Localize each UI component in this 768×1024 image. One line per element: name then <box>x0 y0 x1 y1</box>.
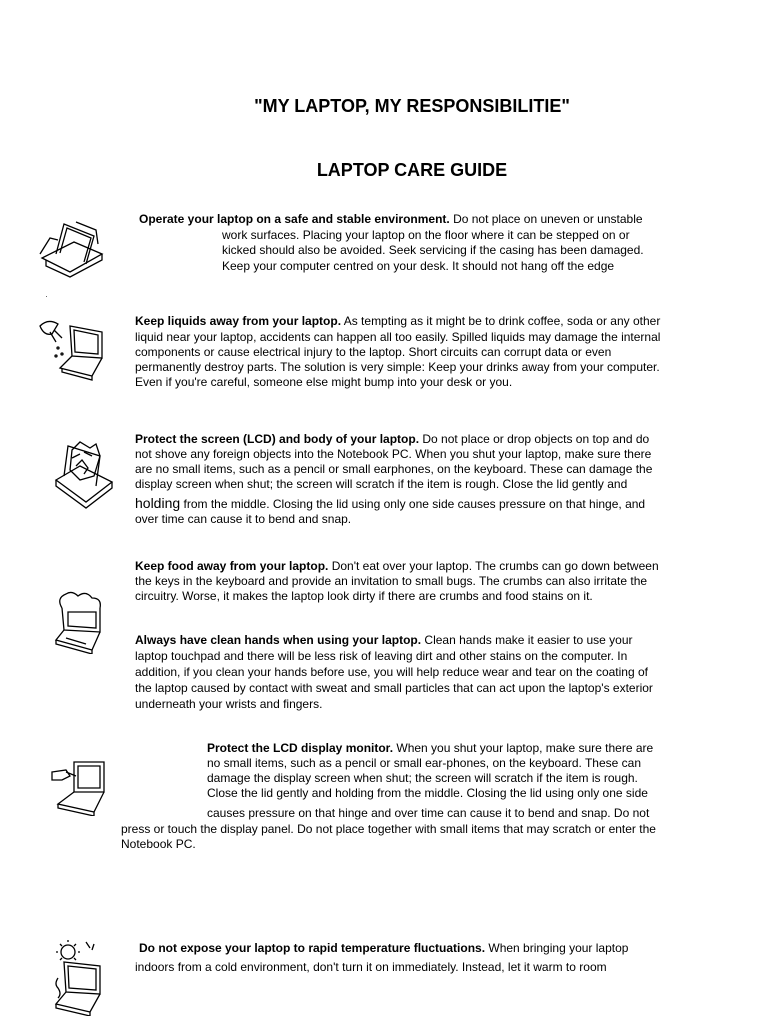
s6-line: Notebook PC. <box>121 837 196 851</box>
s6-line: causes pressure on that hinge and over time can cause it to bend and snap. Do not <box>207 806 650 820</box>
s2-line: Even if you're careful, someone else might bump into your desk or you. <box>135 375 513 389</box>
s1-line <box>139 212 643 228</box>
s5-line: the laptop caused by contact with sweat and small particles that can act upon the laptop's exterior <box>135 681 653 695</box>
s1-line: kicked should also be avoided. Seek servicing if the casing has been damaged. <box>222 243 644 257</box>
s1-line: work surfaces. Placing your laptop on the floor where it can be stepped on or <box>222 228 630 242</box>
s4-line: the keys in the keyboard and provide an invitation to small bugs. The crumbs can also irritate the <box>135 574 648 588</box>
s5-line: underneath your wrists and fingers. <box>135 697 323 711</box>
s1-text: Do not place on uneven or unstable <box>449 212 643 226</box>
s2-line <box>135 314 660 330</box>
s3-text: from the middle. Closing the lid using only one side causes pressure on that hinge, and <box>180 497 646 511</box>
s5-line: addition, if you clean your hands before use, you will help reduce wear and tear on the coating of <box>135 665 648 679</box>
s5-heading: Always have clean hands when using your laptop. <box>135 633 422 647</box>
s6-line: no small items, such as a pencil or small ear-phones, on the keyboard. These can <box>207 756 642 770</box>
s2-line: components or cause electrical injury to the laptop. Short circuits can corrupt data or even <box>135 345 612 359</box>
s3-text-large: holding <box>135 495 181 511</box>
s3-line: over time can cause it to bend and snap. <box>135 512 352 526</box>
s2-line: permanently destroy parts. The solution is very simple: Keep your drinks away from your computer. <box>135 360 660 374</box>
s4-text: Don't eat over your laptop. The crumbs can go down between <box>328 559 659 573</box>
s1-line: Keep your computer centred on your desk. It should not hang off the edge <box>222 259 615 273</box>
s3-line: not shove any foreign objects into the Notebook PC. When you shut your laptop, make sure there <box>135 447 652 461</box>
s3-line <box>135 496 645 513</box>
s7-line <box>139 941 628 957</box>
liquid-spill-icon <box>36 316 108 382</box>
s3-line <box>135 432 649 448</box>
s3-line: are no small items, such as a pencil or small earphones, on the keyboard. These can damage the <box>135 462 653 476</box>
s6-line: press or touch the display panel. Do not place together with small items that may scratch or enter the <box>121 822 656 836</box>
s2-heading: Keep liquids away from your laptop. <box>135 314 342 328</box>
s5-line <box>135 633 633 649</box>
stray-mark <box>46 296 47 297</box>
document-title: "MY LAPTOP, MY RESPONSIBILITIE" <box>254 96 570 116</box>
s1-heading: Operate your laptop on a safe and stable environment. <box>139 212 450 226</box>
s2-text: As tempting as it might be to drink coffee, soda or any other <box>341 314 661 328</box>
s6-line: Close the lid gently and holding from the middle. Closing the lid using only one side <box>207 786 648 800</box>
s7-line: indoors from a cold environment, don't turn it on immediately. Instead, let it warm to room <box>135 960 607 974</box>
s7-heading: Do not expose your laptop to rapid temperature fluctuations. <box>139 941 486 955</box>
s6-line: damage the display screen when shut; the screen will scratch if the item is rough. <box>207 771 638 785</box>
s3-text: Do not place or drop objects on top and do <box>419 432 650 446</box>
s5-text: Clean hands make it easier to use your <box>421 633 633 647</box>
s4-heading: Keep food away from your laptop. <box>135 559 329 573</box>
s5-line: laptop touchpad and there will be less risk of leaving dirt and other stains on the computer. In <box>135 649 628 663</box>
temperature-icon <box>50 938 106 1016</box>
food-crumbs-icon <box>52 590 108 654</box>
s7-text: When bringing your laptop <box>485 941 629 955</box>
document-subtitle: LAPTOP CARE GUIDE <box>316 160 508 180</box>
s4-line <box>135 559 659 575</box>
s6-line <box>207 741 653 757</box>
lcd-monitor-icon <box>48 756 108 816</box>
s3-line: display screen when shut; the screen will scratch if the item is rough. Close the lid gently and <box>135 477 628 491</box>
s4-line: circuitry. Worse, it makes the laptop look dirty if there are crumbs and food stains on it. <box>135 589 593 603</box>
s6-text: When you shut your laptop, make sure there are <box>393 741 654 755</box>
s2-line: liquid near your laptop, accidents can happen all too easily. Spilled liquids may damage the internal <box>135 330 661 344</box>
s6-heading: Protect the LCD display monitor. <box>207 741 394 755</box>
screen-pressure-icon <box>50 436 116 512</box>
laptop-stand-icon <box>36 214 108 278</box>
s3-heading: Protect the screen (LCD) and body of your laptop. <box>135 432 420 446</box>
